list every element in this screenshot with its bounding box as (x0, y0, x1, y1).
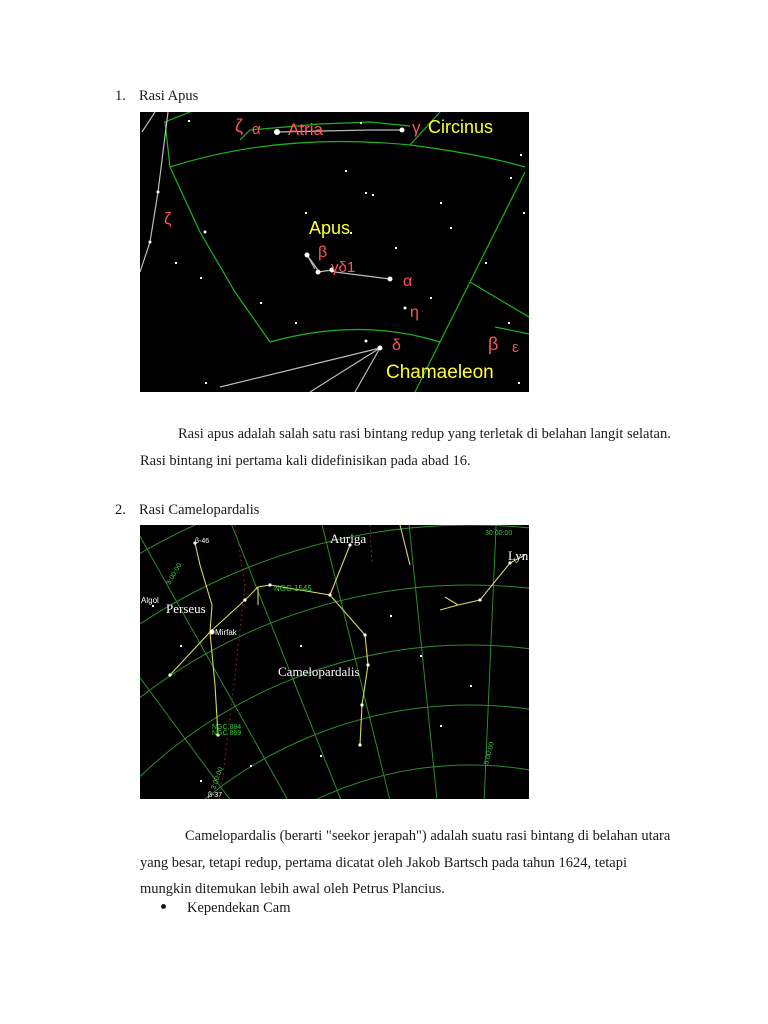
label-ra-left: 3:00:00 (210, 766, 225, 791)
label-mirfak: Mirfak (215, 628, 237, 637)
label-atria: Atria (288, 120, 323, 139)
label-beta-46: β-46 (195, 538, 210, 545)
label-epsilon-right: ε (512, 339, 519, 356)
camelopardalis-star-chart (140, 525, 529, 799)
label-zeta-left: ζ (164, 209, 172, 228)
label-ngc-a: NGC 884 (212, 724, 242, 731)
label-camelopardalis: Camelopardalis (278, 664, 360, 679)
label-eta: η (410, 304, 419, 321)
section-2-title: Rasi Camelopardalis (139, 502, 260, 518)
label-delta: δ (392, 337, 401, 354)
section-1-number: 1. (115, 88, 126, 104)
section-2-paragraph (140, 823, 680, 903)
section-1-paragraph-text: Rasi apus adalah salah satu rasi bintang redup yang terletak di belahan langit selatan. Rasi bintang ini pertama kali didefinisikan pada abad 16. (140, 426, 671, 469)
label-small-bottom: β-37 (208, 792, 223, 799)
section-2-heading (115, 502, 259, 519)
label-alpha-top: α (252, 121, 261, 138)
label-ra-top: 30:00:00 (485, 530, 513, 537)
label-gamma-delta: γδ1 (331, 259, 356, 276)
label-beta: β (318, 244, 328, 261)
bullet-item: Kependekan Cam (187, 900, 291, 916)
apus-chart-svg (140, 112, 529, 392)
label-dec-top: 5:00:00 (165, 562, 184, 586)
label-chamaeleon: Chamaeleon (386, 362, 494, 383)
section-1-title: Rasi Apus (139, 88, 199, 104)
label-algol: Algol (141, 596, 159, 605)
label-lynx: Lyn (508, 548, 529, 563)
apus-star-chart (140, 112, 529, 392)
label-apus: Apus (309, 218, 351, 238)
label-alpha: α (403, 273, 413, 290)
label-circinus: Circinus (428, 117, 494, 137)
camelopardalis-chart-svg (140, 525, 529, 799)
section-2-number: 2. (115, 502, 126, 518)
bullet-dot (161, 904, 166, 909)
label-zeta-top: ζ (235, 116, 243, 136)
section-1-paragraph (140, 421, 680, 474)
section-1-heading (115, 88, 198, 105)
label-perseus: Perseus (166, 601, 206, 616)
section-2-paragraph-text: Camelopardalis (berarti "seekor jerapah") adalah suatu rasi bintang di belahan utara yang besar, tetapi redup, pertama dicatat oleh Jakob Bartsch pada tahun 1624, tetapi mungkin ditemukan lebih awal oleh Petrus Plancius. (140, 828, 671, 897)
label-beta-right: β (488, 334, 499, 354)
label-auriga: Auriga (330, 531, 367, 546)
label-ngc1545: NGC 1545 (274, 584, 312, 593)
bullet-list (140, 900, 290, 917)
label-ra-right: 5:00:00 (483, 741, 496, 766)
label-ngc-b: NGC 869 (212, 730, 242, 737)
label-gamma-top: γ (412, 118, 421, 137)
